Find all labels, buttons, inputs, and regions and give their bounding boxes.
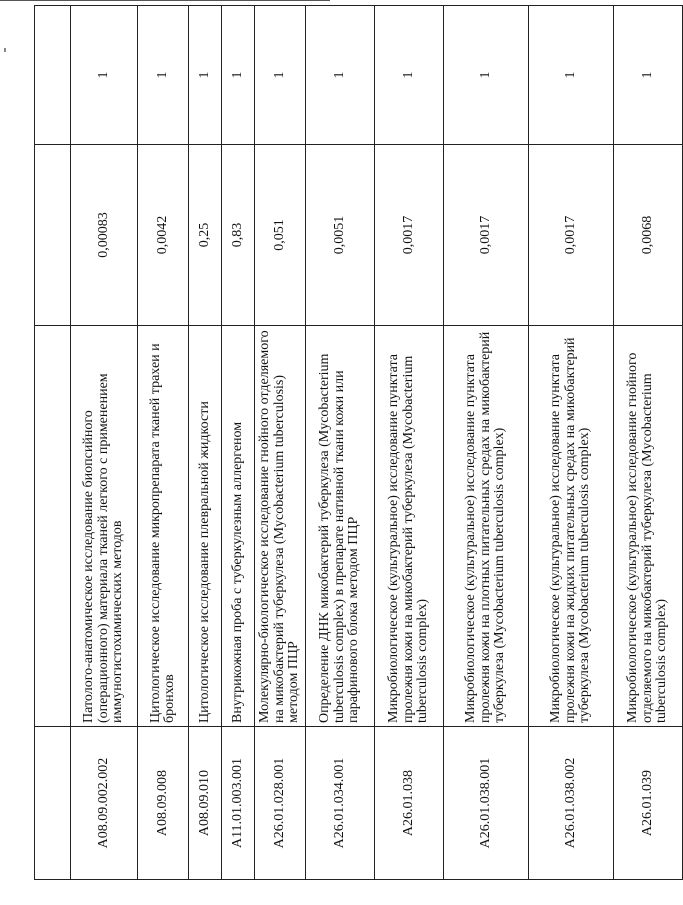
multiplicity-cell: 1 bbox=[529, 6, 614, 145]
table-row bbox=[375, 6, 444, 880]
service-name-cell: Цитологическое исследование плевральной жидкости bbox=[189, 326, 222, 727]
table-row bbox=[614, 6, 683, 880]
service-name-cell: Микробиологическое (культуральное) исследование пунктата пролежня кожи на жидких питательных средах на микобактерий туберкулеза (Mycobacterium tuberculosis complex) bbox=[529, 326, 614, 727]
frequency-cell: 0,83 bbox=[222, 145, 255, 326]
multiplicity-cell: 1 bbox=[306, 6, 375, 145]
multiplicity-cell: 1 bbox=[375, 6, 444, 145]
scan-mark bbox=[4, 48, 6, 52]
service-code-cell: A26.01.034.001 bbox=[306, 727, 375, 880]
table-row bbox=[71, 6, 138, 880]
multiplicity-cell: 1 bbox=[138, 6, 189, 145]
multiplicity-cell: 1 bbox=[222, 6, 255, 145]
service-code-cell: A26.01.028.001 bbox=[255, 727, 306, 880]
frequency-cell: 0,051 bbox=[255, 145, 306, 326]
empty-cell bbox=[35, 6, 71, 145]
page-edge-line bbox=[0, 0, 330, 1]
service-code-cell: A26.01.038.001 bbox=[444, 727, 529, 880]
service-name-cell: Микробиологическое (культуральное) исследование пунктата пролежня кожи на микобактерий туберкулеза (Mycobacterium tuberculosis complex) bbox=[375, 326, 444, 727]
table-row bbox=[529, 6, 614, 880]
service-name-cell: Цитологическое исследование микропрепарата тканей трахеи и бронхов bbox=[138, 326, 189, 727]
empty-cell bbox=[35, 727, 71, 880]
table-row bbox=[189, 6, 222, 880]
services-table-body bbox=[35, 6, 683, 880]
empty-cell bbox=[35, 326, 71, 727]
empty-cell bbox=[35, 145, 71, 326]
service-code-cell: A26.01.038 bbox=[375, 727, 444, 880]
service-name-cell: Внутрикожная проба с туберкулезным аллергеном bbox=[222, 326, 255, 727]
table-header-row-empty bbox=[35, 6, 71, 880]
rotated-page-content bbox=[34, 34, 670, 880]
service-code-cell: A26.01.038.002 bbox=[529, 727, 614, 880]
service-name-cell: Патолого-анатомическое исследование биопсийного (операционного) материала тканей легкого с применением иммуногистохимических методов bbox=[71, 326, 138, 727]
frequency-cell: 0,0068 bbox=[614, 145, 683, 326]
frequency-cell: 0,0017 bbox=[375, 145, 444, 326]
table-row bbox=[222, 6, 255, 880]
service-code-cell: A08.09.002.002 bbox=[71, 727, 138, 880]
services-table bbox=[34, 5, 683, 880]
service-name-cell: Микробиологическое (культуральное) исследование пунктата пролежня кожи на плотных питательных средах на микобактерий туберкулеза (Mycobacterium tuberculosis complex) bbox=[444, 326, 529, 727]
multiplicity-cell: 1 bbox=[614, 6, 683, 145]
frequency-cell: 0,0017 bbox=[529, 145, 614, 326]
frequency-cell: 0,0017 bbox=[444, 145, 529, 326]
service-code-cell: A11.01.003.001 bbox=[222, 727, 255, 880]
table-row bbox=[255, 6, 306, 880]
frequency-cell: 0,25 bbox=[189, 145, 222, 326]
service-name-cell: Молекулярно-биологическое исследование гнойного отделяемого на микобактерий туберкулеза (Mycobacterium tuberculosis) методом ПЦР bbox=[255, 326, 306, 727]
service-code-cell: A08.09.008 bbox=[138, 727, 189, 880]
service-code-cell: A26.01.039 bbox=[614, 727, 683, 880]
table-row bbox=[138, 6, 189, 880]
multiplicity-cell: 1 bbox=[444, 6, 529, 145]
frequency-cell: 0,00083 bbox=[71, 145, 138, 326]
multiplicity-cell: 1 bbox=[255, 6, 306, 145]
frequency-cell: 0,0042 bbox=[138, 145, 189, 326]
service-code-cell: A08.09.010 bbox=[189, 727, 222, 880]
frequency-cell: 0,0051 bbox=[306, 145, 375, 326]
table-row bbox=[444, 6, 529, 880]
table-row bbox=[306, 6, 375, 880]
multiplicity-cell: 1 bbox=[189, 6, 222, 145]
multiplicity-cell: 1 bbox=[71, 6, 138, 145]
service-name-cell: Микробиологическое (культуральное) исследование гнойного отделяемого на микобактерий туберкулеза (Mycobacterium tuberculosis complex) bbox=[614, 326, 683, 727]
service-name-cell: Определение ДНК микобактерий туберкулеза (Mycobacterium tuberculosis complex) в препарате нативной ткани кожи или парафинового блока методом ПЦР bbox=[306, 326, 375, 727]
